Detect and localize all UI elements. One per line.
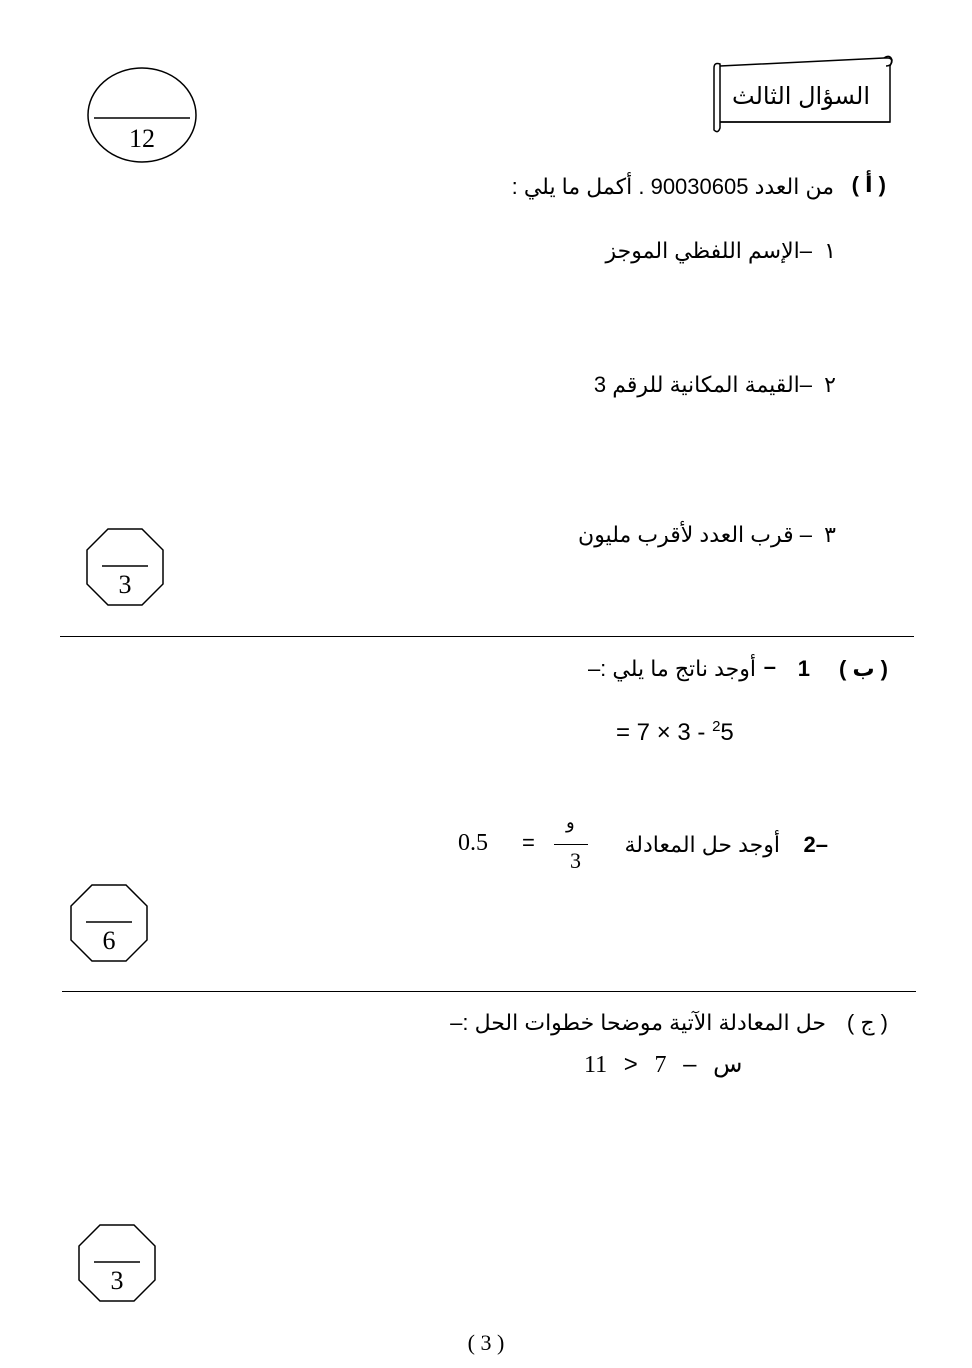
ineq-var: س [713,1051,743,1078]
inequality [584,1050,742,1079]
part-c-score: 3 [110,1266,124,1295]
part-b-score-badge [70,884,148,962]
page-number: ( 3 ) [467,1330,505,1355]
part-b-item-1-num: 1 [797,656,810,681]
part-a-label: ( أ ) [851,172,886,197]
part-a-score-badge [86,528,164,606]
expr-lhs: = 7 × 3 - [616,719,713,746]
part-b-score: 6 [102,926,116,955]
total-score: 12 [129,124,155,153]
part-b-label: ( ب ) [839,656,888,681]
fraction-denominator: 3 [570,848,581,873]
fraction-bar [554,844,588,845]
part-c-text: حل المعادلة الآتية موضحا خطوات الحل :– [450,1010,826,1035]
part-a-item-1-text: –الإسم اللفظي الموجز [605,238,812,263]
part-c-score-badge [78,1224,156,1302]
part-b-expression [616,718,734,747]
part-c-label: ( ج ) [846,1010,888,1035]
equation-equals: = [522,830,535,855]
part-a-text: من العدد 90030605 . أكمل ما يلي : [511,174,834,199]
part-b-item-1-text: أوجد ناتج ما يلي :– [587,656,756,681]
title-banner [706,54,896,134]
part-a-item-2-text: –القيمة المكانية للرقم 3 [593,372,812,397]
part-a-item-3-text: – قرب العدد لأقرب مليون [578,522,812,547]
equation-rhs: 0.5 [458,830,488,856]
part-b-item-1-dash: – [763,654,776,679]
part-a-score: 3 [118,570,132,599]
ineq-op: > [623,1051,638,1078]
divider-2 [62,991,916,992]
part-b-item-2-text: أوجد حل المعادلة [624,832,780,857]
ineq-a: 7 [654,1052,667,1078]
expr-base: 5 [720,719,734,746]
part-a-item-1-num: ١ [824,238,836,263]
ineq-minus: – [683,1051,697,1078]
total-score-badge [86,66,198,164]
fraction-numerator: و [566,812,575,832]
part-b-item-2-num: –2 [803,832,828,857]
part-a-item-3-num: ٣ [824,522,836,547]
ineq-b: 11 [584,1052,608,1078]
page-title: السؤال الثالث [732,83,870,110]
divider-1 [60,636,914,637]
expr-exponent: 2 [712,718,721,735]
part-a-item-2-num: ٢ [824,372,836,397]
